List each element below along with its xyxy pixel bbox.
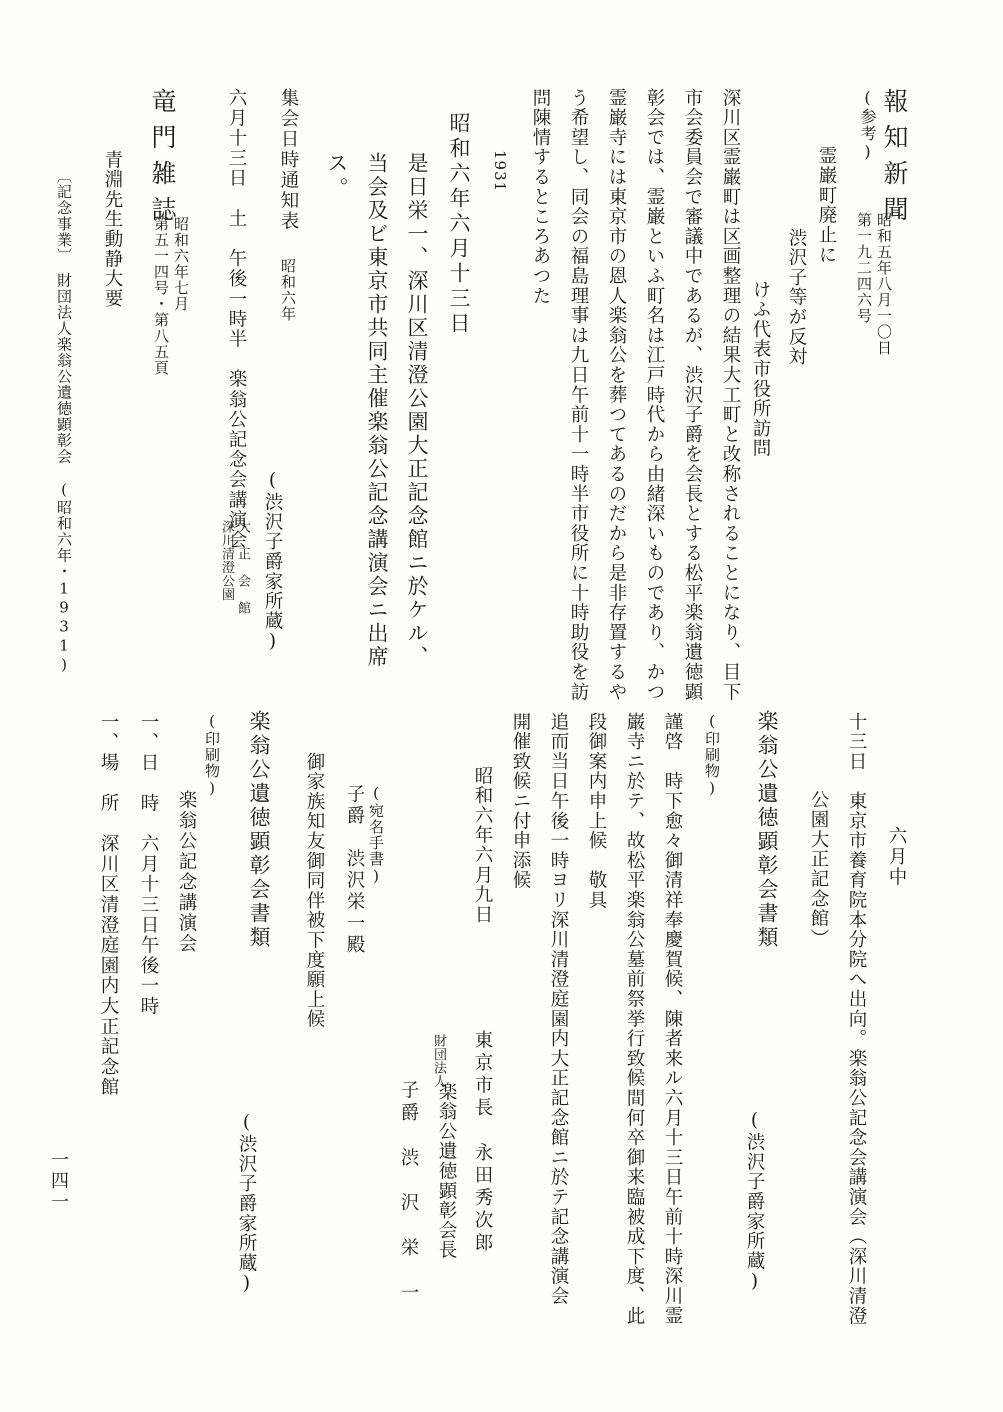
- sender-mayor: 東京市長 永田秀次郎: [472, 1030, 493, 1255]
- entry-line: 是日栄一、深川区清澄公園大正記念館ニ於ケル、: [405, 152, 429, 669]
- schedule-year: 昭和六年: [279, 258, 297, 322]
- article-line: 彰会では、霊巌といふ町名は江戸時代から由緒深いものであり、かつ: [644, 88, 665, 702]
- doc2-type: (印刷物): [203, 712, 221, 798]
- event-time: 一、日 時 六月十三日午後一時: [138, 712, 159, 1017]
- headline-3: けふ代表市役所訪問: [750, 280, 771, 459]
- year-number: 1931: [491, 150, 509, 193]
- article-line: 霊巌寺には東京市の恩人楽翁公を葬つてあるのだから是非存置するや: [606, 88, 627, 702]
- headline-2: 渋沢子等が反対: [786, 228, 807, 367]
- family-invitation: 御家族知友御同伴被下度願上候: [304, 752, 325, 1030]
- doc1-type: (印刷物): [703, 712, 721, 798]
- event-place: 一、場 所 深川区清澄庭園内大正記念館: [98, 712, 119, 1098]
- letter-line: 段御案内申上候 敬具: [586, 712, 607, 910]
- letter-line: 巌寺ニ於テ、故松平楽翁公墓前祭挙行致候間何卒御来臨被成下度、此: [624, 712, 645, 1326]
- doc1-title: 楽翁公遺徳顕彰会書類: [755, 710, 779, 950]
- page-number: 一四一: [48, 1150, 69, 1213]
- month-heading: 六月中: [886, 826, 907, 888]
- letter-line: 追而当日午後一時ヨリ深川清澄庭園内大正記念館ニ於テ記念講演会: [548, 712, 569, 1306]
- sender-org: 楽翁公遺徳顕彰会長: [436, 1082, 457, 1261]
- magazine-issue: 第五一四号・第八五頁: [152, 216, 170, 376]
- schedule-place-b: 大 正 会 館: [235, 520, 250, 615]
- schedule-place-a: 深川清澄公園: [219, 520, 234, 601]
- addressee: 子爵 渋沢栄一殿: [344, 784, 365, 956]
- doc2-title: 楽翁公遺徳顕彰会書類: [247, 710, 271, 950]
- magazine-date: 昭和六年七月: [172, 216, 190, 312]
- entry-line: ス。: [325, 152, 349, 202]
- doc1-source: (渋沢子爵家所蔵): [744, 1110, 765, 1294]
- headline-1: 霊巌町廃止に: [816, 146, 837, 265]
- article-line: う希望し、同会の福島理事は九日午前十一時半市役所に十時助役を訪: [568, 88, 589, 702]
- article-line: 深川区霊巌町は区画整理の結果大工町と改称されることになり、目下: [720, 88, 741, 702]
- day-entry: 十三日 東京市養育院本分院へ出向。楽翁公記念会講演会（深川清澄: [846, 712, 867, 1326]
- date-heading: 昭和六年六月十三日: [447, 112, 471, 337]
- entry-line: 当会及ビ東京市共同主催楽翁公記念講演会ニ出席: [365, 152, 389, 669]
- schedule-source: (渋沢子爵家所蔵): [262, 470, 283, 654]
- letter-line: 謹啓 時下愈々御清祥奉慶賀候、陳者来ル六月十三日午前十時深川霊: [662, 712, 683, 1326]
- newspaper-title: 報知新聞: [880, 88, 909, 232]
- newspaper-issue-date: 昭和五年八月一〇日: [875, 212, 893, 356]
- sender-viscount: 子爵 渋 沢 栄 一: [398, 1080, 419, 1305]
- event-name: 楽翁公記念講演会: [176, 790, 197, 954]
- article-line: 市会委員会で審議中であるが、渋沢子爵を会長とする松平楽翁遺徳顕: [682, 88, 703, 702]
- newspaper-issue-number: 第一九二四六号: [855, 212, 873, 324]
- sender-org-tag: 財団法人: [431, 1034, 446, 1088]
- day-entry-cont: 公園大正記念館）: [808, 790, 829, 949]
- page-footer: 〔記念事業〕 財団法人楽翁公遺徳顕彰会 (昭和六年・1931): [55, 168, 73, 675]
- letter-line: 開催致候ニ付申添候: [510, 712, 531, 891]
- magazine-title: 竜門雑誌: [148, 88, 177, 232]
- magazine-article: 青淵先生動静大要: [102, 150, 123, 309]
- schedule-entry: 六月十三日 土 午後一時半 楽翁公記念会講演会: [226, 88, 247, 551]
- letter-date: 昭和六年六月九日: [472, 766, 493, 925]
- schedule-title: 集会日時通知表: [278, 88, 299, 232]
- doc2-source: (渋沢子爵家所蔵): [236, 1112, 257, 1296]
- addressee-tag: (宛名手書): [367, 784, 385, 886]
- reference-tag: (参考): [858, 88, 877, 162]
- article-line: 問陳情するところあつた: [530, 88, 551, 306]
